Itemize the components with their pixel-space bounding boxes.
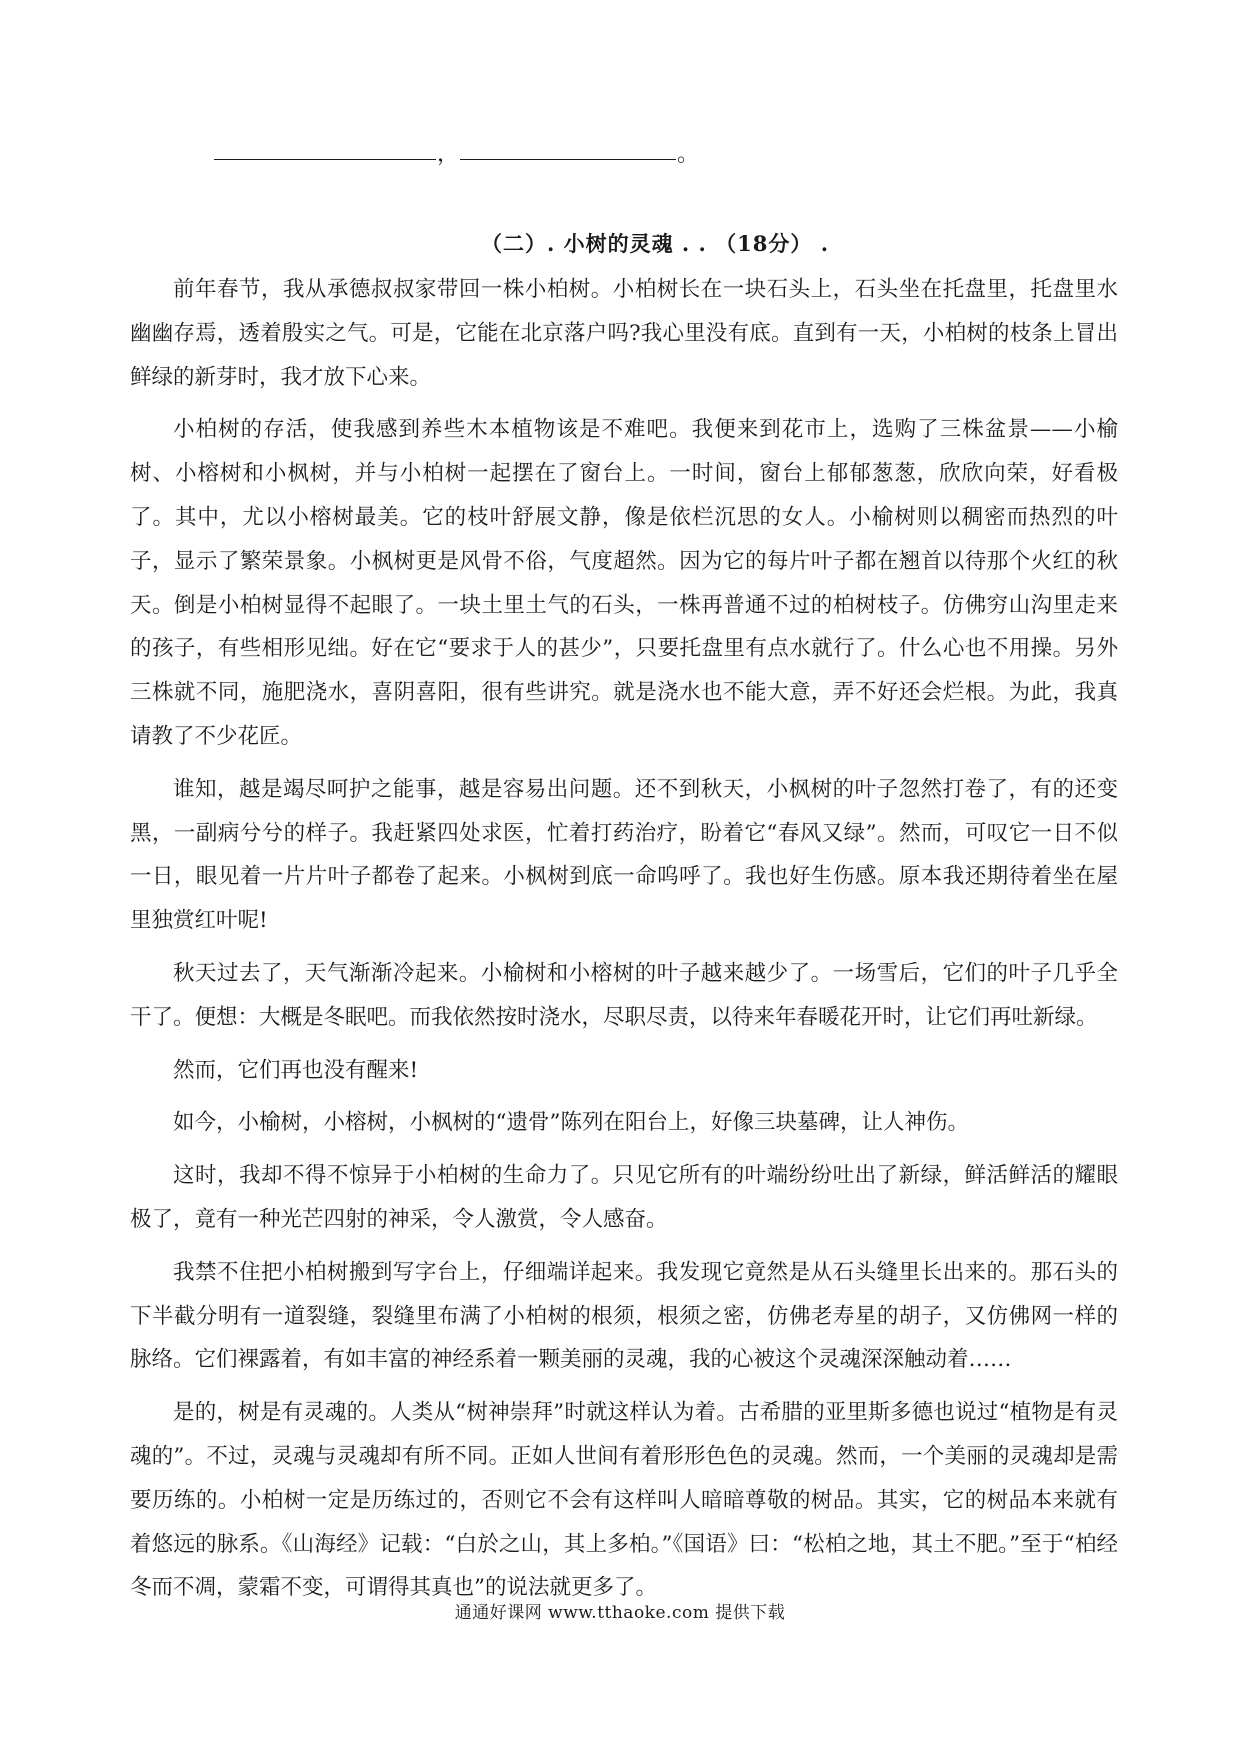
paragraph-9: 是的，树是有灵魂的。人类从“树神崇拜”时就这样认为着。古希腊的亚里斯多德也说过“植物是有灵魂的”。不过，灵魂与灵魂却有所不同。正如人世间有着形形色色的灵魂。然而，一个美丽的灵魂却是需要历练的。小柏树一定是历练过的，否则它不会有这样叫人暗暗尊敬的树品。其实，它的树品本来就有着悠远的脉系。《山海经》记载：“白於之山，其上多柏。”《国语》曰：“松柏之地，其土不肥。”至于“柏经冬而不凋，蒙霜不变，可谓得其真也”的说法就更多了。 — [130, 1400, 1118, 1601]
paragraph-1: 前年春节，我从承德叔叔家带回一株小柏树。小柏树长在一块石头上，石头坐在托盘里，托盘里水幽幽存焉，透着殷实之气。可是，它能在北京落户吗?我心里没有底。直到有一天，小柏树的枝条上冒出鲜绿的新芽时，我才放下心来。 — [130, 277, 1118, 390]
paragraph-2: 小柏树的存活，使我感到养些木本植物该是不难吧。我便来到花市上，选购了三株盆景——小榆树、小榕树和小枫树，并与小柏树一起摆在了窗台上。一时间，窗台上郁郁葱葱，欣欣向荣，好看极了。其中，尤以小榕树最美。它的枝叶舒展文静，像是依栏沉思的女人。小榆树则以稠密而热烈的叶子，显示了繁荣景象。小枫树更是风骨不俗，气度超然。因为它的每片叶子都在翘首以待那个火红的秋天。倒是小柏树显得不起眼了。一块土里土气的石头，一株再普通不过的柏树枝子。仿佛穷山沟里走来的孩子，有些相形见绌。好在它“要求于人的甚少”，只要托盘里有点水就行了。什么心也不用操。另外三株就不同，施肥浇水，喜阴喜阳，很有些讲究。就是浇水也不能大意，弄不好还会烂根。为此，我真请教了不少花匠。 — [130, 417, 1118, 749]
page-footer: 通通好课网 www.tthaoke.com 提供下载 — [454, 1603, 786, 1623]
article-body — [130, 268, 1118, 1619]
paragraph-6: 如今，小榆树，小榕树，小枫树的“遗骨”陈列在阳台上，好像三块墓碑，让人神伤。 — [173, 1110, 969, 1136]
section-title: （二）. 小树的灵魂 . . （18分） . — [480, 231, 830, 256]
answer-blank-1[interactable] — [214, 159, 436, 160]
paragraph-5: 然而，它们再也没有醒来! — [173, 1057, 419, 1083]
paragraph-8: 我禁不住把小柏树搬到写字台上，仔细端详起来。我发现它竟然是从石头缝里长出来的。那石头的下半截分明有一道裂缝，裂缝里布满了小柏树的根须，根须之密，仿佛老寿星的胡子，又仿佛网一样的脉络。它们裸露着，有如丰富的神经系着一颗美丽的灵魂，我的心被这个灵魂深深触动着…… — [130, 1259, 1118, 1373]
blank-separator: ， — [436, 142, 459, 167]
answer-blank-line — [214, 126, 700, 166]
answer-blank-2[interactable] — [460, 159, 676, 160]
paragraph-4: 秋天过去了，天气渐渐冷起来。小榆树和小榕树的叶子越来越少了。一场雪后，它们的叶子几乎全干了。便想：大概是冬眠吧。而我依然按时浇水，尽职尽责，以待来年春暖花开时，让它们再吐新绿。 — [130, 960, 1118, 1030]
paragraph-7: 这时，我却不得不惊异于小柏树的生命力了。只见它所有的叶端纷纷吐出了新绿，鲜活鲜活的耀眼极了，竟有一种光芒四射的神采，令人激赏，令人感奋。 — [130, 1163, 1118, 1232]
blank-end-mark: 。 — [676, 142, 699, 167]
paragraph-3: 谁知，越是竭尽呵护之能事，越是容易出问题。还不到秋天，小枫树的叶子忽然打卷了，有的还变黑，一副病兮兮的样子。我赶紧四处求医，忙着打药治疗，盼着它“春风又绿”。然而，可叹它一日不似一日，眼见着一片片叶子都卷了起来。小枫树到底一命呜呼了。我也好生伤感。原本我还期待着坐在屋里独赏红叶呢! — [130, 776, 1118, 934]
